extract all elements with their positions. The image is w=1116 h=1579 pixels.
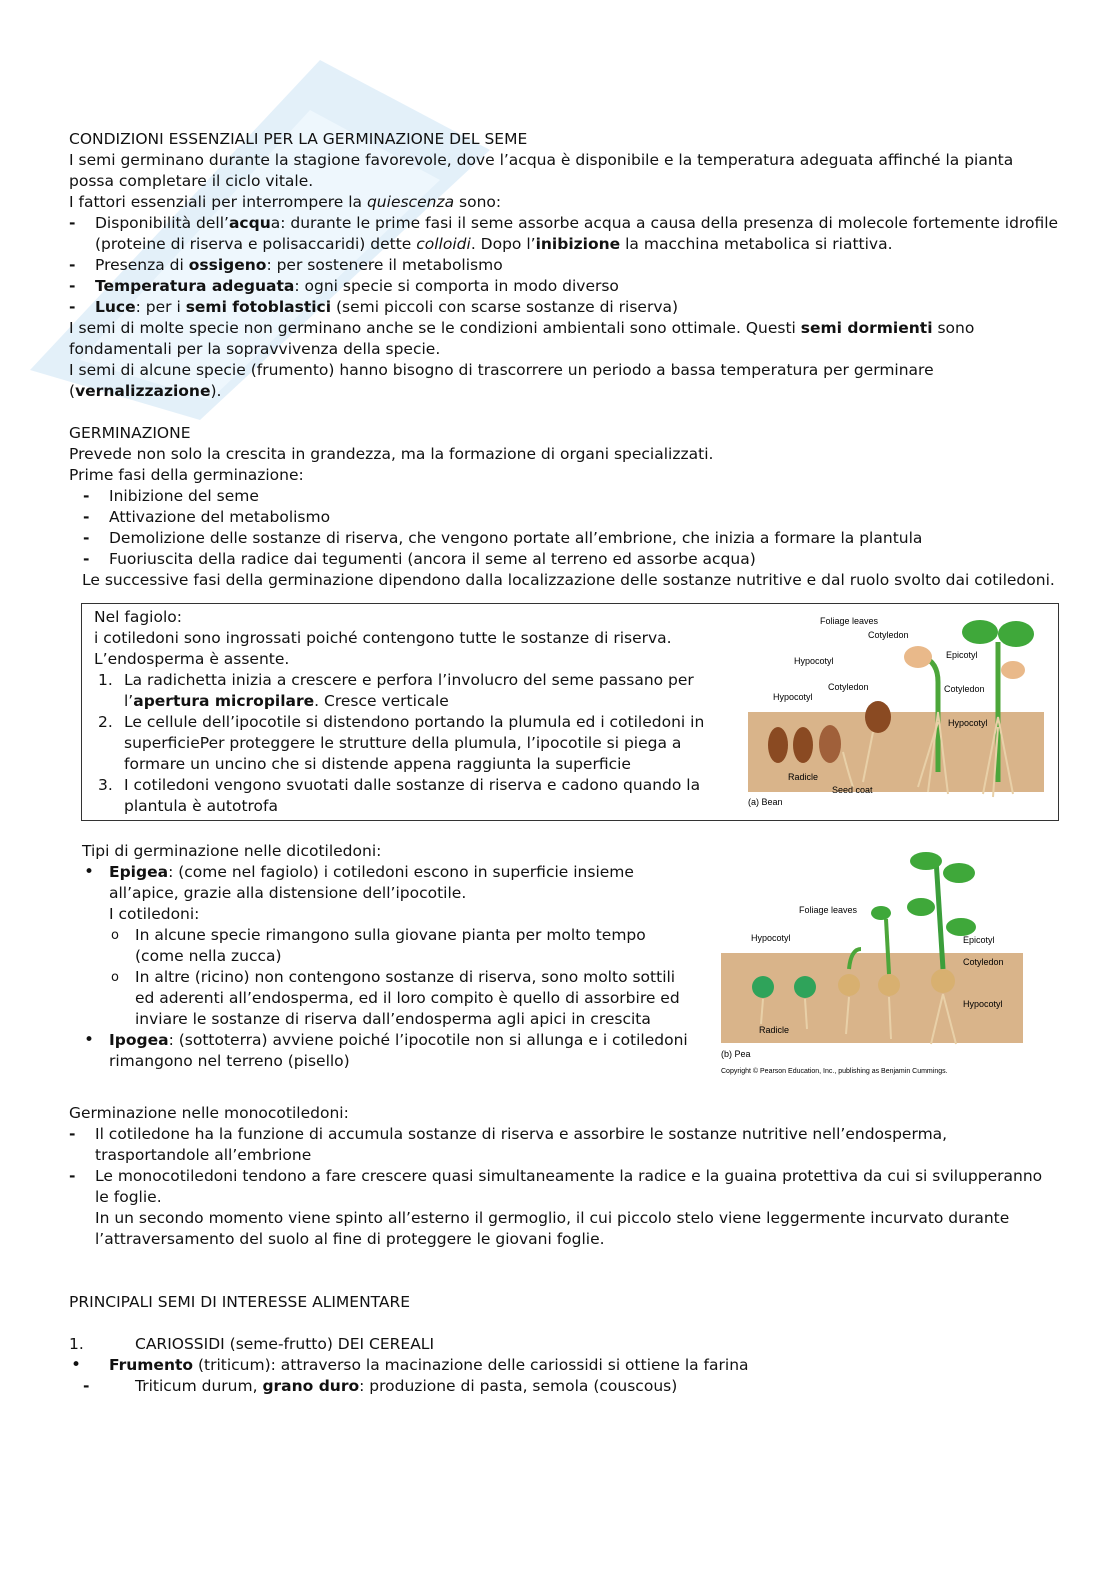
paragraph: I cotiledoni: [109, 905, 200, 923]
list-item: - Demolizione delle sostanze di riserva, che vengono portate all’embrione, che inizia a formare la plantula [69, 528, 1059, 549]
paragraph: I semi di molte specie non germinano anche se le condizioni ambientali sono ottimale. Questi semi dormienti sono fondamentali per la sopravvivenza della specie. [69, 319, 975, 358]
label-foliage: Foliage leaves [820, 616, 879, 626]
bullet-item: • Epigea: (come nel fagiolo) i cotiledoni escono in superficie insieme all’apice, grazie alla distensione dell’ipocotile. [82, 862, 692, 904]
figure-caption: (a) Bean [748, 797, 783, 807]
main-content [69, 129, 1059, 1397]
bean-box [81, 603, 1059, 821]
label-cotyledon: Cotyledon [828, 682, 869, 692]
label-cotyledon: Cotyledon [963, 957, 1004, 967]
list-item: - Fuoriuscita della radice dai tegumenti (ancora il seme al terreno ed assorbe acqua) [69, 549, 1059, 570]
sub-item: o In alcune specie rimangono sulla giovane pianta per molto tempo (come nella zucca) [82, 925, 692, 967]
sub-list-item: - Triticum durum, grano duro: produzione di pasta, semola (couscous) [69, 1376, 1059, 1397]
list-item: - Inibizione del seme [69, 486, 1059, 507]
paragraph: I semi germinano durante la stagione favorevole, dove l’acqua è disponibile e la temperatura adeguata affinché la pianta possa completare il ciclo vitale. [69, 151, 1014, 190]
box-paragraph: i cotiledoni sono ingrossati poiché contengono tutte le sostanze di riserva. L’endosperma è assente. [94, 629, 672, 668]
label-epicotyl: Epicotyl [963, 935, 995, 945]
list-item: - Attivazione del metabolismo [69, 507, 1059, 528]
list-item: - Luce: per i semi fotoblastici (semi piccoli con scarse sostanze di riserva) [69, 297, 1059, 318]
paragraph: Germinazione nelle monocotiledoni: [69, 1104, 349, 1122]
numbered-item: 1. La radichetta inizia a crescere e perfora l’involucro del seme passano per l’apertura micropilare. Cresce verticale [98, 671, 694, 710]
list-item: - Le monocotiledoni tendono a fare crescere quasi simultaneamente la radice e la guaina protettiva da cui si svilupperanno le foglie. [69, 1166, 1059, 1208]
sub-item: o In altre (ricino) non contengono sostanze di riserva, sono molto sottili ed aderenti all’endosperma, ed il loro compito è quello di assorbire ed inviare le sostanze di riserva dall’endosperma agli apici in crescita [82, 967, 692, 1030]
bullet-item: • Ipogea: (sottoterra) avviene poiché l’ipocotile non si allunga e i cotiledoni rimangono nel terreno (pisello) [82, 1030, 692, 1072]
label-hypocotyl: Hypocotyl [963, 999, 1003, 1009]
label-cotyledon: Cotyledon [868, 630, 909, 640]
label-hypocotyl: Hypocotyl [794, 656, 834, 666]
bullet-item: • Frumento (triticum): attraverso la macinazione delle cariossidi si ottiene la farina [69, 1355, 1059, 1376]
bean-germination-figure [748, 612, 1048, 812]
paragraph: Prevede non solo la crescita in grandezza, ma la formazione di organi specializzati. [69, 445, 714, 463]
list-item: - Il cotiledone ha la funzione di accumula sostanze di riserva e assorbire le sostanze nutritive nell’endosperma, trasportandole all’embrione [69, 1124, 1059, 1166]
label-epicotyl: Epicotyl [946, 650, 978, 660]
list-item: - Presenza di ossigeno: per sostenere il metabolismo [69, 255, 1059, 276]
box-title: Nel fagiolo: [94, 608, 182, 626]
label-hypocotyl: Hypocotyl [948, 718, 988, 728]
label-cotyledon: Cotyledon [944, 684, 985, 694]
figure-copyright: Copyright © Pearson Education, Inc., publishing as Benjamin Cummings. [721, 1068, 948, 1075]
pea-germination-figure [721, 849, 1026, 1081]
dicot-section [69, 841, 1059, 1103]
paragraph: I fattori essenziali per interrompere la quiescenza sono: [69, 193, 502, 211]
paragraph: In un secondo momento viene spinto all’esterno il germoglio, il cui piccolo stelo viene leggermente incurvato durante l’attraversamento del suolo al fine di proteggere le giovani foglie. [95, 1209, 1010, 1248]
numbered-item: 3. I cotiledoni vengono svuotati dalle sostanze di riserva e cadono quando la plantula è autotrofa [98, 776, 701, 815]
label-radicle: Radicle [759, 1025, 790, 1035]
heading-conditions: CONDIZIONI ESSENZIALI PER LA GERMINAZIONE DEL SEME [69, 130, 528, 148]
numbered-item: 2. Le cellule dell’ipocotile si distendono portando la plumula ed i cotiledoni in superficiePer proteggere le strutture della plumula, l’ipocotile si piega a formare un uncino che si distende appena raggiunta la superficie [98, 713, 705, 773]
paragraph: I semi di alcune specie (frumento) hanno bisogno di trascorrere un periodo a bassa temperatura per germinare (vernalizzazione). [69, 361, 934, 400]
paragraph: Tipi di germinazione nelle dicotiledoni: [82, 842, 382, 860]
list-item: - Temperatura adeguata: ogni specie si comporta in modo diverso [69, 276, 1059, 297]
label-radicle: Radicle [788, 772, 819, 782]
paragraph: Prime fasi della germinazione: [69, 466, 304, 484]
numbered-heading: 1. CARIOSSIDI (seme-frutto) DEI CEREALI [69, 1335, 435, 1353]
label-foliage: Foliage leaves [799, 905, 858, 915]
label-seed-coat: Seed coat [832, 785, 873, 795]
figure-caption: (b) Pea [721, 1049, 751, 1059]
heading-germinazione: GERMINAZIONE [69, 424, 191, 442]
label-hypocotyl: Hypocotyl [773, 692, 813, 702]
heading-principali: PRINCIPALI SEMI DI INTERESSE ALIMENTARE [69, 1293, 411, 1311]
list-item: - Disponibilità dell’acqua: durante le prime fasi il seme assorbe acqua a causa della presenza di molecole fortemente idrofile (proteine di riserva e polisaccaridi) dette colloidi. Dopo l’inibizione la macchina metabolica si riattiva. [69, 213, 1059, 255]
paragraph: Le successive fasi della germinazione dipendono dalla localizzazione delle sostanze nutritive e dal ruolo svolto dai cotiledoni. [82, 571, 1055, 589]
label-hypocotyl: Hypocotyl [751, 933, 791, 943]
